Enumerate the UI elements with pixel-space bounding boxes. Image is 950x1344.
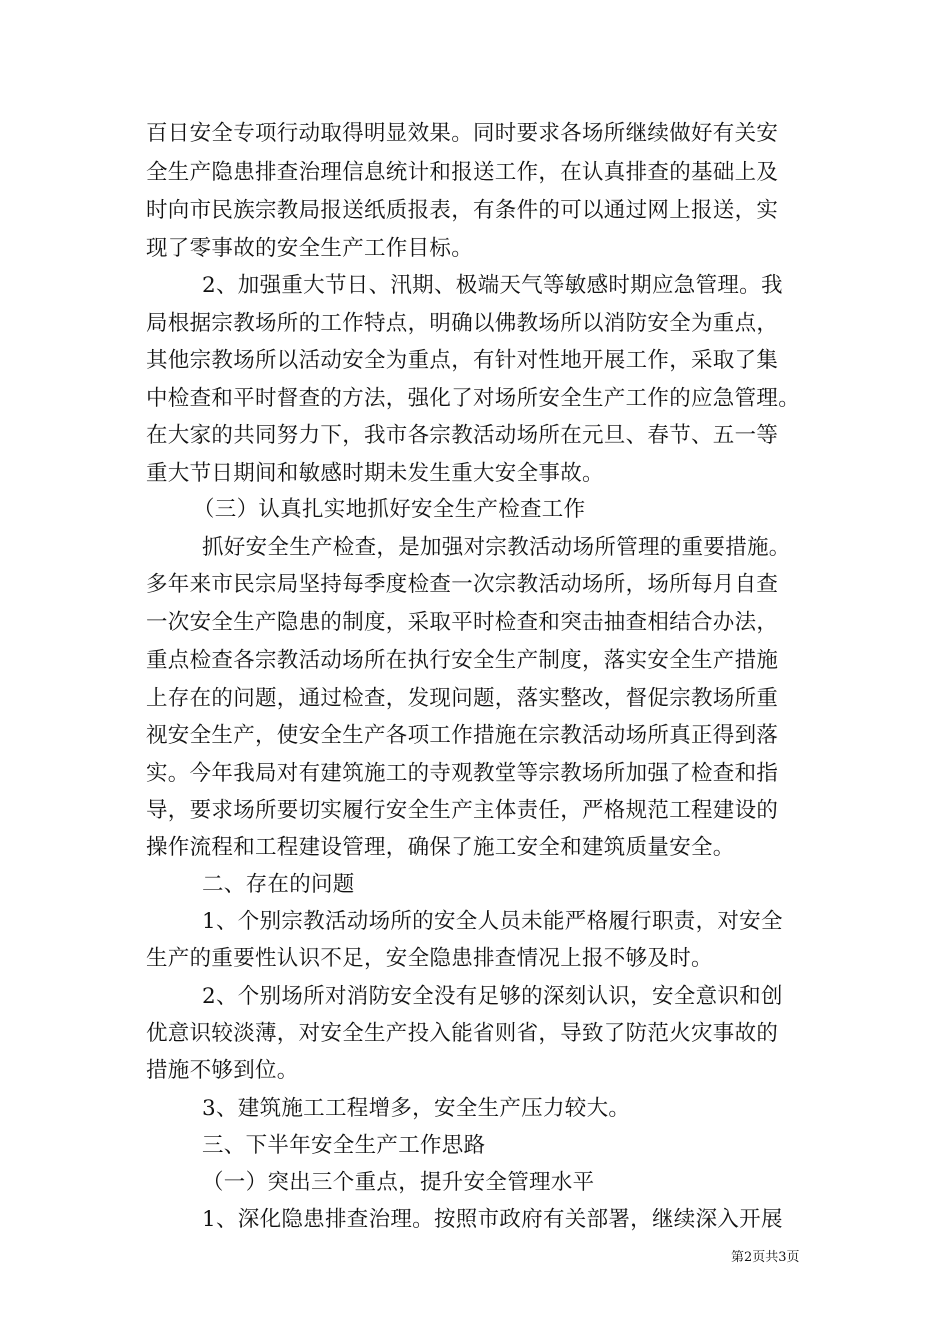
text-line: 局根据宗教场所的工作特点，明确以佛教场所以消防安全为重点， <box>146 311 779 336</box>
text-line: 上存在的问题，通过检查，发现问题，落实整改，督促宗教场所重 <box>146 686 779 711</box>
text-line: 百日安全专项行动取得明显效果。同时要求各场所继续做好有关安 <box>146 121 779 146</box>
text-line: 时向市民族宗教局报送纸质报表，有条件的可以通过网上报送，实 <box>146 198 779 223</box>
section-heading: 二、存在的问题 <box>202 872 355 897</box>
text-line: 视安全生产，使安全生产各项工作措施在宗教活动场所真正得到落 <box>146 723 779 748</box>
section-heading: （一）突出三个重点，提升安全管理水平 <box>202 1170 595 1195</box>
text-line: 措施不够到位。 <box>146 1058 299 1083</box>
text-line: 实。今年我局对有建筑施工的寺观教堂等宗教场所加强了检查和指 <box>146 761 779 786</box>
text-line: 抓好安全生产检查，是加强对宗教活动场所管理的重要措施。 <box>202 535 791 560</box>
text-line: 重点检查各宗教活动场所在执行安全生产制度，落实安全生产措施 <box>146 648 779 673</box>
text-line: 中检查和平时督查的方法，强化了对场所安全生产工作的应急管理。 <box>146 386 801 411</box>
text-line: 生产的重要性认识不足，安全隐患排查情况上报不够及时。 <box>146 946 713 971</box>
page-number-footer: 第2页共3页 <box>731 1250 800 1265</box>
text-line: 操作流程和工程建设管理，确保了施工安全和建筑质量安全。 <box>146 835 735 860</box>
text-line: 一次安全生产隐患的制度，采取平时检查和突击抽查相结合办法， <box>146 610 779 635</box>
text-line: 1、深化隐患排查治理。按照市政府有关部署，继续深入开展 <box>202 1207 783 1232</box>
text-line: 全生产隐患排查治理信息统计和报送工作，在认真排查的基础上及 <box>146 160 779 185</box>
text-line: 导，要求场所要切实履行安全生产主体责任，严格规范工程建设的 <box>146 798 779 823</box>
section-heading: 三、下半年安全生产工作思路 <box>202 1133 486 1158</box>
text-line: 多年来市民宗局坚持每季度检查一次宗教活动场所，场所每月自查 <box>146 572 779 597</box>
text-line: 在大家的共同努力下，我市各宗教活动场所在元旦、春节、五一等 <box>146 423 779 448</box>
text-line: 1、个别宗教活动场所的安全人员未能严格履行职责，对安全 <box>202 909 783 934</box>
text-line: 2、个别场所对消防安全没有足够的深刻认识，安全意识和创 <box>202 984 783 1009</box>
text-line: 其他宗教场所以活动安全为重点，有针对性地开展工作，采取了集 <box>146 348 779 373</box>
section-heading: （三）认真扎实地抓好安全生产检查工作 <box>193 497 586 522</box>
text-line: 2、加强重大节日、汛期、极端天气等敏感时期应急管理。我 <box>202 273 783 298</box>
text-line: 优意识较淡薄，对安全生产投入能省则省，导致了防范火灾事故的 <box>146 1021 779 1046</box>
text-line: 3、建筑施工工程增多，安全生产压力较大。 <box>202 1096 631 1121</box>
text-line: 重大节日期间和敏感时期未发生重大安全事故。 <box>146 461 604 486</box>
text-line: 现了零事故的安全生产工作目标。 <box>146 236 474 261</box>
